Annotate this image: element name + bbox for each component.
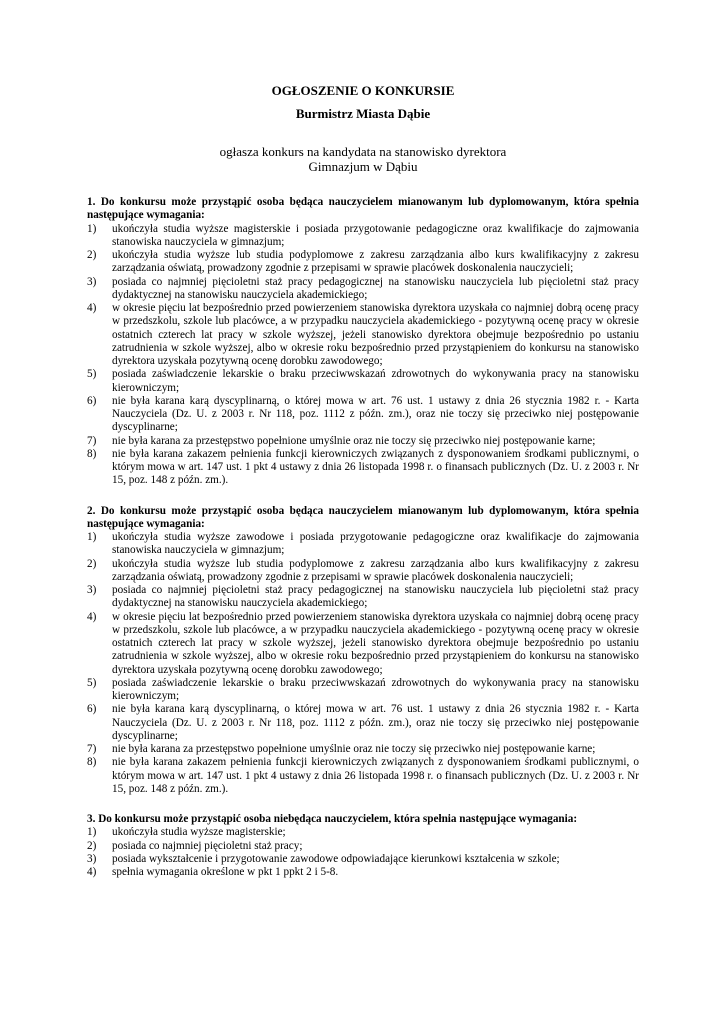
section-3 xyxy=(87,813,639,879)
list-item xyxy=(87,677,639,704)
item-text: ukończyła studia wyższe zawodowe i posiada przygotowanie pedagogiczne oraz kwalifikacje do zajmowania stanowiska nauczyciela w gimnazjum; xyxy=(112,531,639,557)
list-item xyxy=(87,302,639,368)
item-number: 8) xyxy=(87,756,97,769)
list-item xyxy=(87,743,639,756)
intro-line: ogłasza konkurs na kandydata na stanowisko dyrektora xyxy=(219,144,507,159)
item-number: 6) xyxy=(87,703,97,716)
item-text: nie była karana za przestępstwo popełnione umyślnie oraz nie toczy się przeciwko niej postępowanie karne; xyxy=(112,743,596,755)
item-text: ukończyła studia wyższe magisterskie i posiada przygotowanie pedagogiczne oraz kwalifikacje do zajmowania stanowiska nauczyciela w gimnazjum; xyxy=(112,222,639,248)
item-number: 1) xyxy=(87,531,97,543)
item-text: ukończyła studia wyższe magisterskie; xyxy=(112,826,286,839)
list-item xyxy=(87,368,639,395)
document-title: OGŁOSZENIE O KONKURSIE xyxy=(271,83,455,98)
list-item xyxy=(87,435,639,448)
item-number: 7) xyxy=(87,434,97,447)
list-item xyxy=(87,395,639,435)
list-item xyxy=(87,703,639,743)
item-text: nie była karana zakazem pełnienia funkcji kierowniczych związanych z dysponowaniem środkami publicznymi, o którym mowa w art. 147 ust. 1 pkt 4 ustawy z dnia 26 listopada 1998 r. o finansach publicznych (Dz. U. z 2003 r. Nr 15, poz. 148 z późn. zm.). xyxy=(112,447,639,487)
list-item xyxy=(87,531,639,558)
list-item xyxy=(87,276,639,303)
item-text: nie była karana zakazem pełnienia funkcji kierowniczych związanych z dysponowaniem środkami publicznymi, o którym mowa w art. 147 ust. 1 pkt 4 ustawy z dnia 26 listopada 1998 r. o finansach publicznych (Dz. U. z 2003 r. Nr 15, poz. 148 z późn. zm.). xyxy=(112,756,639,795)
item-text: posiada co najmniej pięcioletni staż pracy; xyxy=(112,839,303,852)
list-item xyxy=(87,448,639,488)
item-text: spełnia wymagania określone w pkt 1 ppkt 2 i 5-8. xyxy=(112,866,339,878)
section-2 xyxy=(87,505,639,797)
item-number: 2) xyxy=(87,839,97,852)
list-item xyxy=(87,223,639,250)
list-item xyxy=(87,866,639,879)
document-page xyxy=(87,83,639,879)
item-text: ukończyła studia wyższe lub studia podyplomowe z zakresu zarządzania albo kurs kwalifikacyjny z zakresu zarządzania oświatą, prowadzony zgodnie z przepisami w sprawie placówek doskonalenia nauczycieli; xyxy=(112,557,639,583)
item-text: posiada zaświadczenie lekarskie o braku przeciwwskazań zdrowotnych do wykonywania pracy na stanowisku kierowniczym; xyxy=(112,676,639,702)
list-item xyxy=(87,826,639,839)
item-text: nie była karana karą dyscyplinarną, o której mowa w art. 76 ust. 1 ustawy z dnia 26 stycznia 1982 r. - Karta Nauczyciela (Dz. U. z 2003 r. Nr 118, poz. 1112 z późn. zm.), oraz nie toczy się przeciwko niej postępowanie dyscyplinarne; xyxy=(112,703,639,742)
item-number: 7) xyxy=(87,743,97,755)
document-subtitle: Burmistrz Miasta Dąbie xyxy=(295,106,431,121)
item-number: 1) xyxy=(87,826,97,839)
item-number: 2) xyxy=(87,249,97,261)
intro-line: Gimnazjum w Dąbiu xyxy=(308,159,418,174)
section-heading: 3. Do konkursu może przystąpić osoba niebędąca nauczycielem, która spełnia następujące wymagania: xyxy=(87,813,578,825)
item-text: ukończyła studia wyższe lub studia podyplomowe z zakresu zarządzania albo kurs kwalifikacyjny z zakresu zarządzania oświatą, prowadzony zgodnie z przepisami w sprawie placówek doskonalenia nauczycieli; xyxy=(112,249,639,275)
item-number: 3) xyxy=(87,852,97,865)
item-text: w okresie pięciu lat bezpośrednio przed powierzeniem stanowiska dyrektora uzyskała co najmniej dobrą ocenę pracy w przedszkolu, szkole lub placówce, a w przypadku nauczyciela akademickiego - pozytywną ocenę pracy w okresie ostatnich czterech lat pracy w szkole wyższej, jeżeli stanowisko dyrektora obejmuje bezpośrednio po ustaniu zatrudnienia w szkole wyższej, albo w okresie roku bezpośrednio przed przystąpieniem do konkursu na stanowisko dyrektora uzyskała pozytywną ocenę dorobku zawodowego; xyxy=(112,610,639,676)
list-item xyxy=(87,584,639,611)
item-number: 4) xyxy=(87,302,97,314)
item-text: posiada co najmniej pięcioletni staż pracy pedagogicznej na stanowisku nauczyciela lub pięcioletni staż pracy dydaktycznej na stanowisku nauczyciela akademickiego; xyxy=(112,584,639,610)
item-text: posiada zaświadczenie lekarskie o braku przeciwwskazań zdrowotnych do wykonywania pracy na stanowisku kierowniczym; xyxy=(112,368,639,394)
item-text: posiada co najmniej pięcioletni staż pracy pedagogicznej na stanowisku nauczyciela lub pięcioletni staż pracy dydaktycznej na stanowisku nauczyciela akademickiego; xyxy=(112,275,639,301)
item-number: 3) xyxy=(87,584,97,596)
item-number: 6) xyxy=(87,394,97,407)
item-number: 5) xyxy=(87,676,97,689)
item-number: 8) xyxy=(87,447,97,460)
item-number: 4) xyxy=(87,610,97,623)
item-text: nie była karana karą dyscyplinarną, o której mowa w art. 76 ust. 1 ustawy z dnia 26 stycznia 1982 r. - Karta Nauczyciela (Dz. U. z 2003 r. Nr 118, poz. 1112 z późn. zm.), oraz nie toczy się przeciwko niej postępowanie dyscyplinarne; xyxy=(112,394,639,434)
section-1 xyxy=(87,196,639,488)
item-number: 5) xyxy=(87,368,97,381)
intro-text xyxy=(87,144,639,174)
item-number: 4) xyxy=(87,866,97,878)
item-text: posiada wykształcenie i przygotowanie zawodowe odpowiadające kierunkowi kształcenia w szkole; xyxy=(112,852,560,865)
item-text: w okresie pięciu lat bezpośrednio przed powierzeniem stanowiska dyrektora uzyskała co najmniej dobrą ocenę pracy w przedszkolu, szkole lub placówce, a w przypadku nauczyciela akademickiego - pozytywną ocenę pracy w okresie ostatnich czterech lat pracy w szkole wyższej, jeżeli stanowisko dyrektora obejmuje bezpośrednio po ustaniu zatrudnienia w szkole wyższej, albo w okresie roku bezpośrednio przed przystąpieniem do konkursu na stanowisko dyrektora uzyskała pozytywną ocenę dorobku zawodowego; xyxy=(112,302,639,367)
list-item xyxy=(87,756,639,796)
list-item xyxy=(87,611,639,677)
section-heading: 2. Do konkursu może przystąpić osoba będąca nauczycielem mianowanym lub dyplomowanym, która spełnia następujące wymagania: xyxy=(87,504,639,530)
section-heading: 1. Do konkursu może przystąpić osoba będąca nauczycielem mianowanym lub dyplomowanym, która spełnia następujące wymagania: xyxy=(87,196,639,222)
list-item xyxy=(87,853,639,866)
list-item xyxy=(87,840,639,853)
item-text: nie była karana za przestępstwo popełnione umyślnie oraz nie toczy się przeciwko niej postępowanie karne; xyxy=(112,434,596,447)
list-item xyxy=(87,558,639,585)
item-number: 2) xyxy=(87,557,97,570)
list-item xyxy=(87,249,639,276)
item-number: 3) xyxy=(87,275,97,288)
item-number: 1) xyxy=(87,222,97,235)
